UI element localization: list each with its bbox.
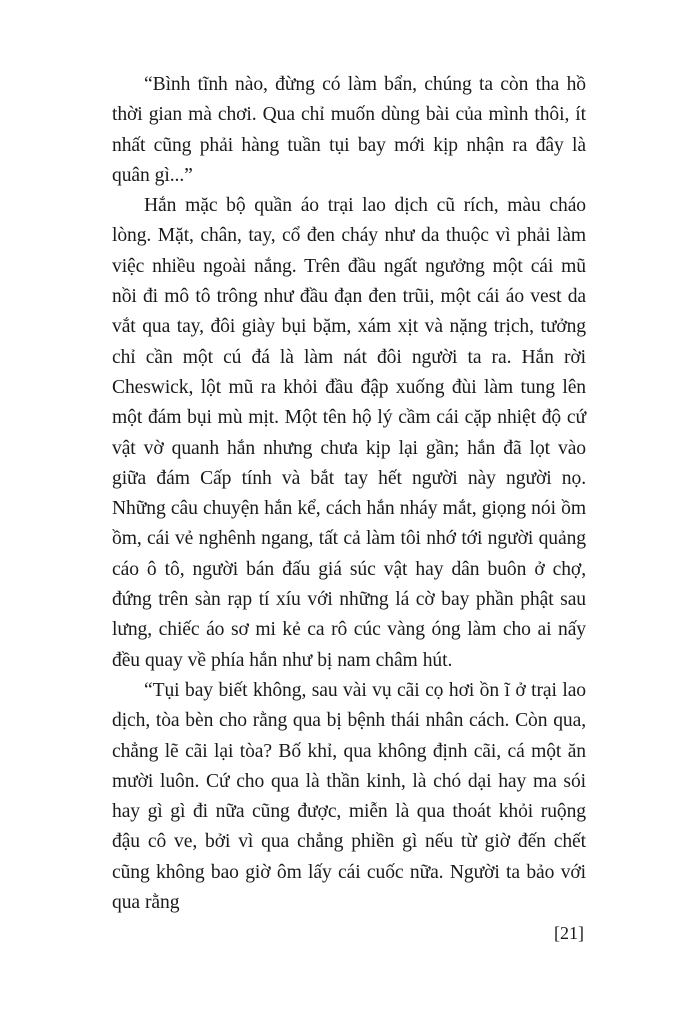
paragraph-2: Hắn mặc bộ quần áo trại lao dịch cũ rích, màu cháo lòng. Mặt, chân, tay, cổ đen cháy như da thuộc vì phải làm việc nhiều ngoài nắng. Trên đầu ngất ngưởng một cái mũ nồi đi mô tô trông như đầu đạn đen trũi, một cái áo vest da vắt qua tay, đôi giày bụi bặm, xám xịt và nặng trịch, tưởng chỉ cần một cú đá là làm nát đôi người ta ra. Hắn rời Cheswick, lột mũ ra khỏi đầu đập xuống đùi làm tung lên một đám bụi mù mịt. Một tên hộ lý cầm cái cặp nhiệt độ cứ vật vờ quanh hắn nhưng chưa kịp lại gần; hắn đã lọt vào giữa đám Cấp tính và bắt tay hết người này người nọ. Những câu chuyện hắn kể, cách hắn nháy mắt, giọng nói ồm ồm, cái vẻ nghênh ngang, tất cả làm tôi nhớ tới người quảng cáo ô tô, người bán đấu giá súc vật hay dân buôn ở chợ, đứng trên sàn rạp tí xíu với những lá cờ bay phần phật sau lưng, chiếc áo sơ mi kẻ ca rô cúc vàng óng làm cho ai nấy đều quay về phía hắn như bị nam châm hút. (112, 195, 586, 671)
paragraph-1: “Bình tĩnh nào, đừng có làm bẩn, chúng ta còn tha hồ thời gian mà chơi. Qua chỉ muốn dùng bài của mình thôi, ít nhất cũng phải hàng tuần tụi bay mới kịp nhận ra đây là quân gì...” (112, 74, 586, 186)
paragraph-3: “Tụi bay biết không, sau vài vụ cãi cọ hơi ồn ĩ ở trại lao dịch, tòa bèn cho rằng qua bị bệnh thái nhân cách. Còn qua, chẳng lẽ cãi lại tòa? Bố khỉ, qua không định cãi, cá một ăn mười luôn. Cứ cho qua là thần kinh, là chó dại hay ma sói hay gì gì đi nữa cũng được, miễn là qua thoát khỏi ruộng đậu cô ve, bởi vì qua chẳng phiền gì nếu từ giờ đến chết cũng không bao giờ ôm lấy cái cuốc nữa. Người ta bảo với qua rằng (112, 679, 586, 914)
page-number: [21] (554, 923, 584, 943)
page-body (112, 70, 586, 918)
